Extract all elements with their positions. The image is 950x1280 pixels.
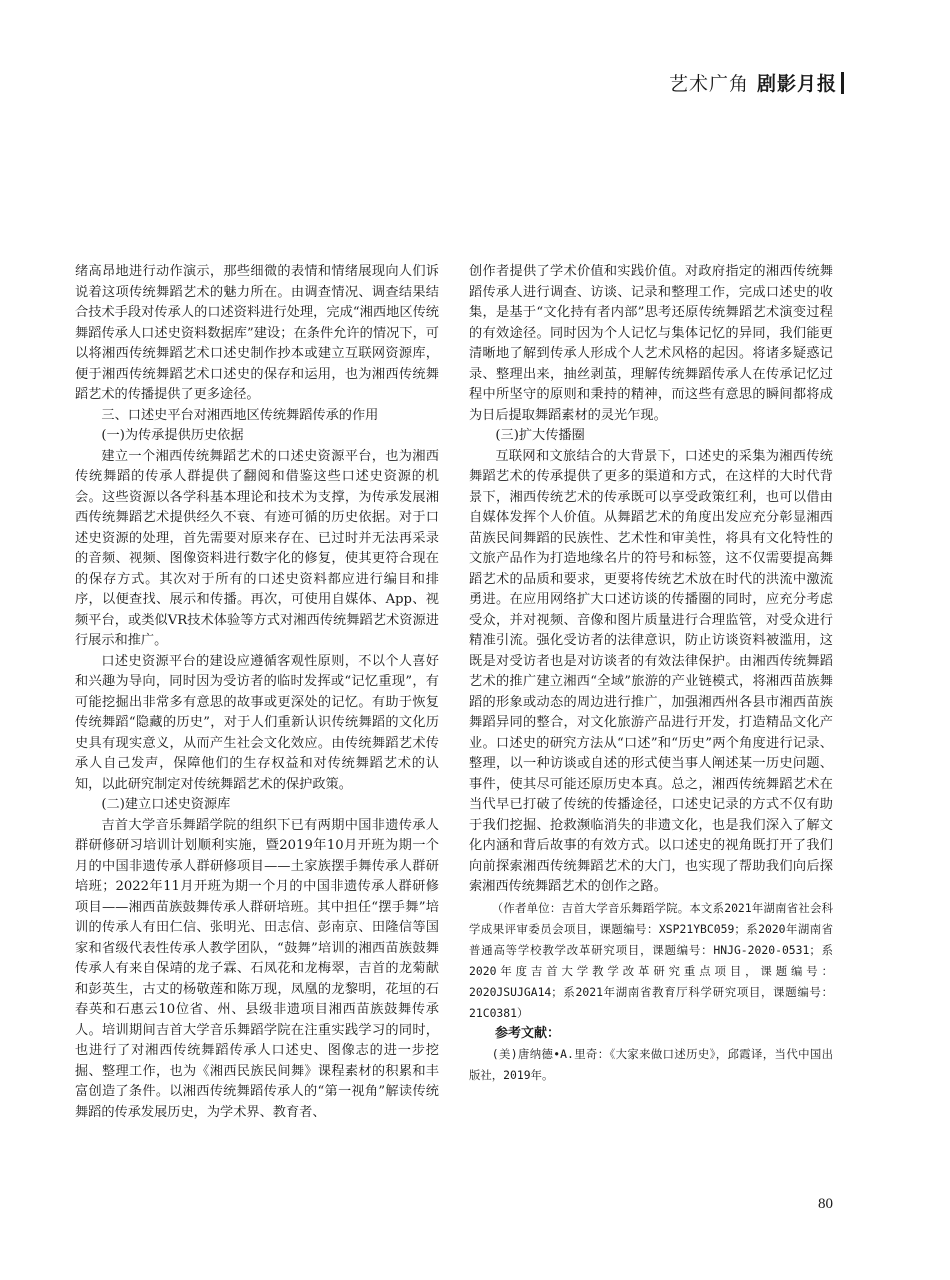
header-divider-bar [841,72,844,94]
paragraph: 互联网和文旅结合的大背景下，口述史的采集为湘西传统舞蹈艺术的传承提供了更多的渠道和方式，在这样的大时代背景下，湘西传统艺术的传承既可以享受政策红利，也可以借由自媒体发挥个人价值。从舞蹈艺术的角度出发应充分彰显湘西苗族民间舞蹈的民族性、艺术性和审美性，将具有文化特性的文旅产品作为打造地缘名片的符号和标签，这不仅需要提高舞蹈艺术的品质和要求，更要将传统艺术放在时代的洪流中激流勇进。在应用网络扩大口述访谈的传播圈的同时，应充分考虑受众，并对视频、音像和图片质量进行合理监管，对受众进行精准引流。强化受访者的法律意识，防止访谈资料被滥用，这既是对受访者也是对访谈者的有效法律保护。由湘西传统舞蹈艺术的推广建立湘西“全域”旅游的产业链模式，将湘西苗族舞蹈的形象或动态的周边进行推广，加强湘西州各县市湘西苗族舞蹈异同的整合，对文化旅游产品进行开发，打造精品文化产业。口述史的研究方法从“口述”和“历史”两个角度进行记录、整理，以一种访谈或自述的形式使当事人阐述某一历史问题、事件，使其尽可能还原历史本真。总之，湘西传统舞蹈艺术在当代早已打破了传统的传播途径，口述史记录的方式不仅有助于我们挖掘、抢救濒临消失的非遗文化，也是我们深入了解文化内涵和背后故事的有效方式。以口述史的视角既打开了我们向前探索湘西传统舞蹈艺术的大门，也实现了帮助我们向后探索湘西传统舞蹈艺术的创作之路。 [469,448,833,894]
paragraph: 口述史资源平台的建设应遵循客观性原则，不以个人喜好和兴趣为导向，同时因为受访者的临时发挥或“记忆重现”，有可能挖掘出非常多有意思的故事或更深处的记忆。有助于恢复传统舞蹈“隐藏的历史”，对于人们重新认识传统舞蹈的文化历史具有现实意义，从而产生社会文化效应。由传统舞蹈艺术传承人自己发声，保障他们的生存权益和对传统舞蹈艺术的认知，以此研究制定对传统舞蹈艺术的保护政策。 [75,653,439,792]
author-note: （作者单位：吉首大学音乐舞蹈学院。本文系2021年湖南省社会科学成果评审委员会项目，课题编号：XSP21YBC059；系2020年湖南省普通高等学校教学改革研究项目，课题编号：HNJG-2020-0531；系2020年度吉首大学教学改革研究重点项目，课题编号：2020JSUJGA14；系2021年湖南省教育厅科学研究项目，课题编号：21C0381） [469,900,833,1020]
paragraph: 创作者提供了学术价值和实践价值。对政府指定的湘西传统舞蹈传承人进行调查、访谈、记录和整理工作，完成口述史的收集，是基于“文化持有者内部”思考还原传统舞蹈艺术演变过程的有效途径。同时因为个人记忆与集体记忆的异同，我们能更清晰地了解到传承人形成个人艺术风格的起因。将诸多疑惑记录、整理出来，抽丝剥茧，理解传统舞蹈传承人在传承记忆过程中所坚守的原则和秉持的精神，而这些有意思的瞬间都将成为日后提取舞蹈素材的灵光乍现。 [469,264,833,423]
left-column [75,262,439,1123]
header-section-title: 艺术广角 [668,73,749,95]
paragraph: 吉首大学音乐舞蹈学院的组织下已有两期中国非遗传承人群研修研习培训计划顺利实施，暨2019年10月开班为期一个月的中国非遗传承人群研修项目——土家族摆手舞传承人群研培班；2022年11月开班为期一个月的中国非遗传承人群研修项目——湘西苗族鼓舞传承人群研培班。其中担任“摆手舞”培训的传承人有田仁信、张明光、田志信、彭南京、田隆信等国家和省级代表性传承人教学团队，“鼓舞”培训的湘西苗族鼓舞传承人有来自保靖的龙子霖、石凤花和龙梅翠，吉首的龙菊献和彭英生，古丈的杨敬莲和陈万现，凤凰的龙黎明，花垣的石春英和石惠云10位省、州、县级非遗项目湘西苗族鼓舞传承人。培训期间吉首大学音乐舞蹈学院在注重实践学习的同时，也进行了对湘西传统舞蹈传承人口述史、图像志的进一步挖掘、整理工作，也为《湘西民族民间舞》课程素材的积累和丰富创造了条件。以湘西传统舞蹈传承人的“第一视角”解读传统舞蹈的传承发展历史，为学术界、教育者、 [75,817,439,1120]
references-heading: 参考文献： [495,1025,561,1041]
subsection-heading: (二)建立口述史资源库 [101,797,231,812]
header-magazine-title: 剧影月报 [756,73,837,95]
subsection-heading: (一)为传承提供历史依据 [101,428,244,443]
paragraph: 建立一个湘西传统舞蹈艺术的口述史资源平台，也为湘西传统舞蹈的传承人群提供了翻阅和借鉴这些口述史资源的机会。这些资源以各学科基本理论和技术为支撑，为传承发展湘西传统舞蹈艺术提供经久不衰、有迹可循的历史依据。对于口述史资源的处理，首先需要对原来存在、已过时并无法再采录的音频、视频、图像资料进行数字化的修复，使其更符合现在的保存方式。其次对于所有的口述史资料都应进行编目和排序，以便查找、展示和传播。再次，可使用自媒体、App、视频平台，或类似VR技术体验等方式对湘西传统舞蹈艺术资源进行展示和推广。 [75,448,439,648]
running-header [669,72,844,96]
reference-entry: (美)唐纳德•A.里奇：《大家来做口述历史》，邱霞译，当代中国出版社，2019年。 [469,1047,833,1082]
subsection-heading: (三)扩大传播圈 [495,428,585,443]
section-heading: 三、口述史平台对湘西地区传统舞蹈传承的作用 [101,407,379,423]
paragraph: 绪高昂地进行动作演示，那些细微的表情和情绪展现向人们诉说着这项传统舞蹈艺术的魅力所在。由调查情况、调查结果结合技术手段对传承人的口述资料进行处理，完成“湘西地区传统舞蹈传承人口述史资料数据库”建设；在条件允许的情况下，可以将湘西传统舞蹈艺术口述史制作抄本或建立互联网资源库，便于湘西传统舞蹈艺术口述史的保存和运用，也为湘西传统舞蹈艺术的传播提供了更多途径。 [75,264,439,402]
page-number: 80 [818,1196,833,1212]
right-column [469,262,833,1086]
